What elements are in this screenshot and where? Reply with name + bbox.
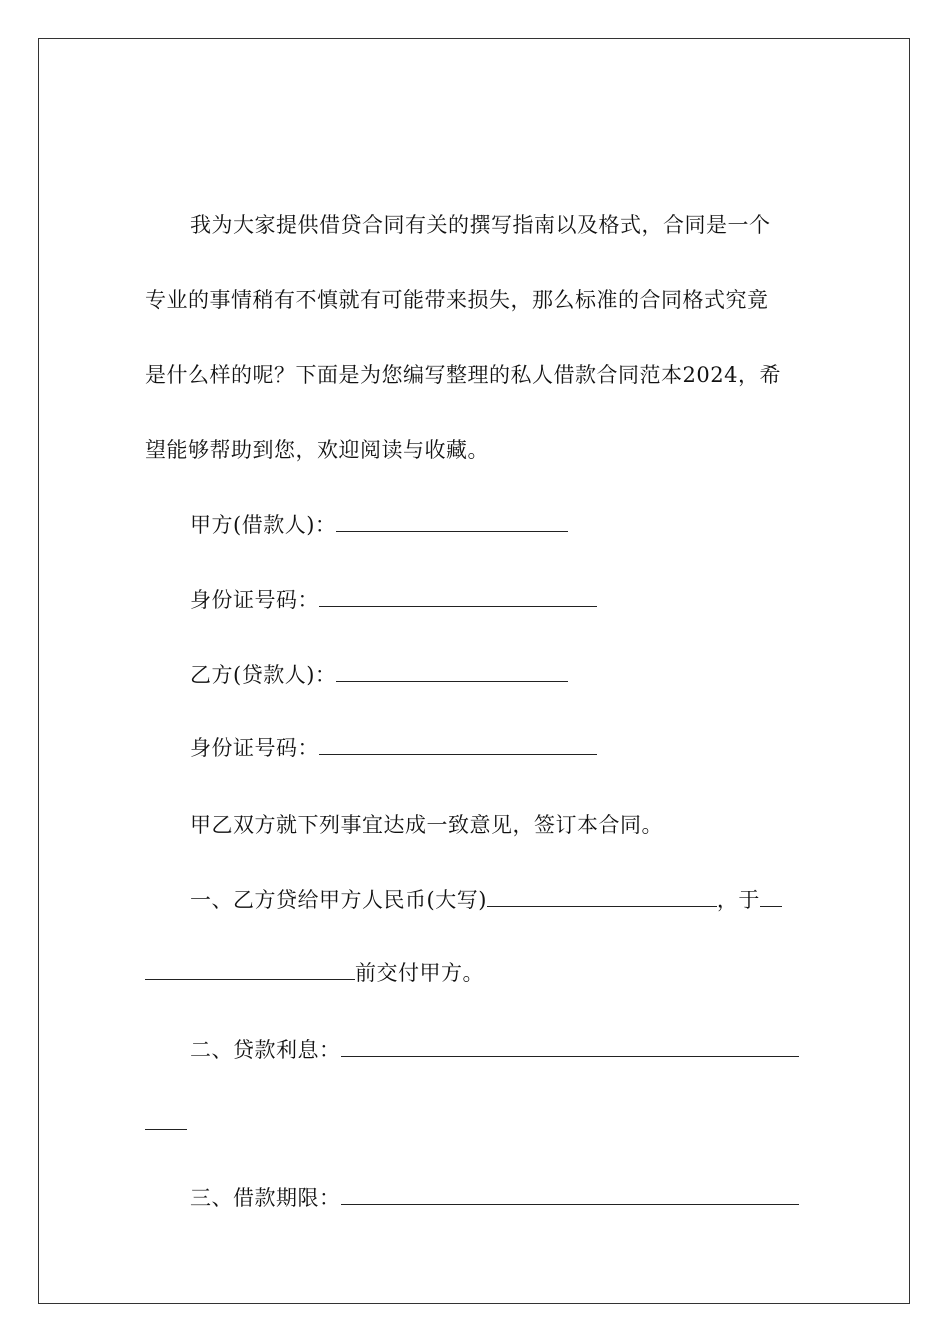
clause-3-term-blank[interactable]: [341, 1184, 799, 1205]
party-a-id-row: [190, 585, 597, 615]
party-b-id-label: 身份证号码：: [190, 736, 319, 760]
clause-3-row: [190, 1183, 799, 1213]
clause-1-prefix: 一、乙方贷给甲方人民币(大写): [190, 888, 487, 912]
clause-2-interest-blank-end[interactable]: [145, 1109, 187, 1130]
intro-line-1: 我为大家提供借贷合同有关的撰写指南以及格式，合同是一个: [190, 213, 771, 237]
clause-2-label: 二、贷款利息：: [190, 1038, 341, 1062]
clause-1-row: [190, 885, 782, 915]
clause-1-date-blank[interactable]: [145, 959, 355, 980]
party-a-blank[interactable]: [336, 511, 568, 532]
clause-1-suffix: 前交付甲方。: [355, 961, 484, 985]
party-a-label: 甲方(借款人)：: [190, 513, 337, 537]
clause-1-continuation: [145, 958, 484, 988]
intro-line-2: 专业的事情稍有不慎就有可能带来损失，那么标准的合同格式究竟: [145, 288, 769, 312]
clause-1-date-blank-start[interactable]: [760, 886, 782, 907]
agreement-statement: 甲乙双方就下列事宜达成一致意见，签订本合同。: [190, 813, 663, 837]
clause-2-row: [190, 1035, 799, 1065]
party-b-blank[interactable]: [336, 661, 568, 682]
party-b-id-row: [190, 733, 597, 763]
intro-line-4: 望能够帮助到您，欢迎阅读与收藏。: [145, 438, 489, 462]
party-b-row: [190, 660, 568, 690]
intro-line-3: 是什么样的呢？下面是为您编写整理的私人借款合同范本2024，希: [145, 363, 781, 387]
party-a-row: [190, 510, 568, 540]
clause-3-label: 三、借款期限：: [190, 1186, 341, 1210]
party-a-id-label: 身份证号码：: [190, 588, 319, 612]
party-b-label: 乙方(贷款人)：: [190, 663, 337, 687]
clause-2-interest-blank[interactable]: [341, 1036, 799, 1057]
clause-1-mid: ，于: [716, 888, 760, 912]
clause-2-continuation: [145, 1108, 187, 1138]
clause-1-amount-blank[interactable]: [487, 886, 717, 907]
party-a-id-blank[interactable]: [319, 586, 597, 607]
party-b-id-blank[interactable]: [319, 734, 597, 755]
